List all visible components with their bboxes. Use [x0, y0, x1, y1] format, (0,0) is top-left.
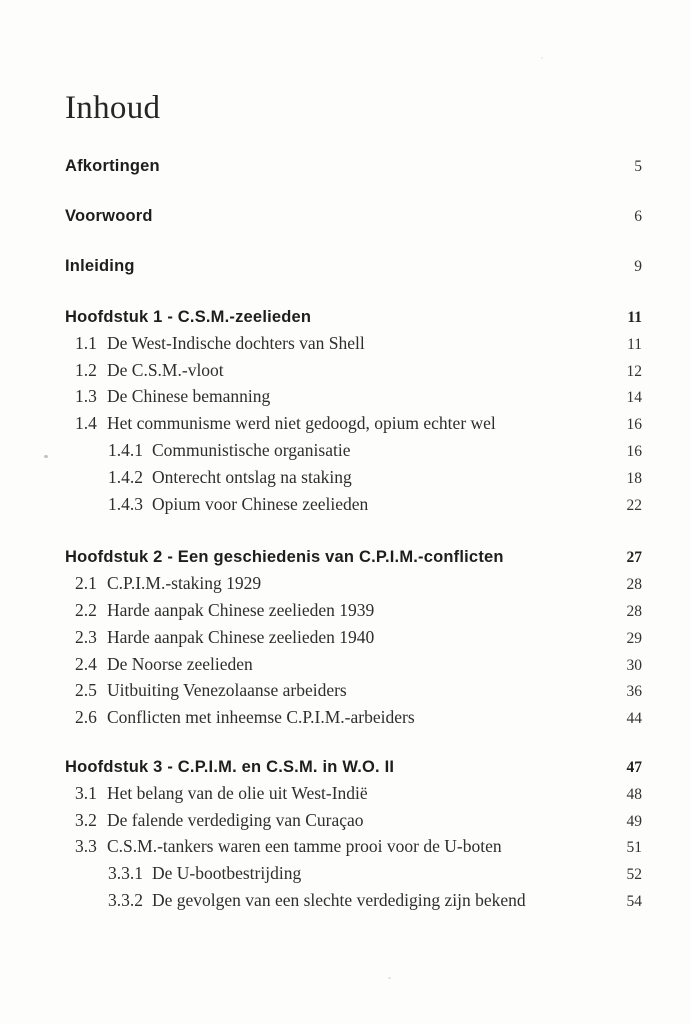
page-number: 5: [634, 158, 642, 175]
entry-number: 3.3.1: [108, 863, 143, 884]
page-number: 52: [626, 866, 642, 884]
entry-label: Onterecht ontslag na staking: [152, 466, 352, 487]
chapter-title-row: [65, 305, 642, 331]
scan-speck: [44, 455, 48, 458]
page-title: Inhoud: [65, 90, 161, 126]
toc-entry: [65, 625, 642, 652]
chapter-title-row: [65, 545, 642, 571]
toc-subentry: [65, 465, 642, 492]
page-number: 28: [626, 602, 642, 620]
front-matter-row: [65, 155, 642, 178]
entry-number: 3.3: [75, 836, 97, 857]
entry-label: C.P.I.M.-staking 1929: [107, 573, 262, 594]
toc-entry: [65, 331, 642, 358]
chapter-section-3: [65, 755, 642, 915]
entry-number: 1.4.3: [108, 493, 143, 514]
page-number: 51: [626, 839, 642, 857]
entry-number: 3.2: [75, 809, 97, 830]
entry-label: De Noorse zeelieden: [107, 653, 253, 674]
page-number: 48: [626, 785, 642, 803]
page-number: 49: [626, 812, 642, 830]
entry-label: De Chinese bemanning: [107, 386, 271, 407]
entry-number: 2.5: [75, 680, 97, 701]
entry-label: C.S.M.-tankers waren een tamme prooi voor de U-boten: [107, 836, 502, 857]
entry-number: 1.3: [75, 386, 97, 407]
front-item-label: Afkortingen: [65, 157, 160, 175]
page-number: 44: [626, 710, 642, 728]
chapter-title-row: [65, 755, 642, 781]
chapter-section-1: [65, 305, 642, 518]
entry-label: Conflicten met inheemse C.P.I.M.-arbeiders: [107, 707, 415, 728]
entry-label: Harde aanpak Chinese zeelieden 1939: [107, 599, 375, 620]
front-matter-row: [65, 255, 642, 278]
toc-entry: [65, 652, 642, 679]
toc-entry: [65, 834, 642, 861]
page-number: 11: [627, 309, 642, 326]
entry-number: 3.3.2: [108, 889, 143, 910]
entry-label: De gevolgen van een slechte verdediging zijn bekend: [152, 889, 526, 910]
toc-entry: [65, 384, 642, 411]
page-number: 12: [626, 362, 642, 380]
page-number: 54: [626, 892, 642, 910]
page-number: 30: [626, 656, 642, 674]
front-item-label: Voorwoord: [65, 207, 153, 225]
page-number: 18: [626, 469, 642, 487]
table-of-contents: [65, 90, 642, 915]
entry-label: Het communisme werd niet gedoogd, opium echter wel: [107, 413, 496, 434]
chapter-section-2: [65, 545, 642, 732]
page-number: 11: [627, 335, 642, 353]
page-number: 27: [626, 549, 642, 567]
page-number: 9: [634, 258, 642, 275]
entry-number: 2.6: [75, 707, 97, 728]
entry-label: Uitbuiting Venezolaanse arbeiders: [107, 680, 347, 701]
toc-entry: [65, 678, 642, 705]
page-number: 28: [626, 576, 642, 594]
page-number: 14: [626, 389, 642, 407]
front-item-label: Inleiding: [65, 257, 135, 275]
scan-speck: [388, 977, 391, 979]
page-number: 6: [634, 208, 642, 225]
scan-speck: [541, 57, 543, 59]
toc-entry: [65, 781, 642, 808]
entry-label: Communistische organisatie: [152, 439, 351, 460]
entry-number: 1.4.2: [108, 466, 143, 487]
toc-subentry: [65, 861, 642, 888]
entry-label: Opium voor Chinese zeelieden: [152, 493, 369, 514]
entry-number: 1.2: [75, 359, 97, 380]
toc-subentry: [65, 492, 642, 519]
page-number: 22: [626, 496, 642, 514]
entry-label: De C.S.M.-vloot: [107, 359, 224, 380]
entry-label: De U-bootbestrijding: [152, 863, 302, 884]
toc-subentry: [65, 438, 642, 465]
entry-number: 2.1: [75, 573, 97, 594]
entry-number: 1.4: [75, 413, 97, 434]
toc-entry: [65, 571, 642, 598]
entry-number: 3.1: [75, 782, 97, 803]
toc-entry: [65, 411, 642, 438]
chapter-title: Hoofdstuk 1 - C.S.M.-zeelieden: [65, 308, 312, 326]
chapter-title: Hoofdstuk 2 - Een geschiedenis van C.P.I.M.-conflicten: [65, 548, 504, 567]
entry-label: Harde aanpak Chinese zeelieden 1940: [107, 626, 375, 647]
chapter-title: Hoofdstuk 3 - C.P.I.M. en C.S.M. in W.O. II: [65, 757, 395, 776]
entry-label: Het belang van de olie uit West-Indië: [107, 782, 368, 803]
entry-number: 1.4.1: [108, 439, 143, 460]
page-number: 29: [626, 629, 642, 647]
page-number: 16: [626, 442, 642, 460]
toc-subentry: [65, 888, 642, 915]
entry-label: De West-Indische dochters van Shell: [107, 332, 365, 353]
page-number: 36: [626, 683, 642, 701]
toc-entry: [65, 598, 642, 625]
toc-entry: [65, 705, 642, 732]
entry-number: 2.2: [75, 599, 97, 620]
toc-entry: [65, 358, 642, 385]
toc-entry: [65, 808, 642, 835]
entry-number: 2.4: [75, 653, 97, 674]
front-matter-row: [65, 205, 642, 228]
entry-number: 1.1: [75, 332, 97, 353]
page-number: 47: [626, 758, 642, 776]
entry-number: 2.3: [75, 626, 97, 647]
page-number: 16: [626, 416, 642, 434]
entry-label: De falende verdediging van Curaçao: [107, 809, 364, 830]
